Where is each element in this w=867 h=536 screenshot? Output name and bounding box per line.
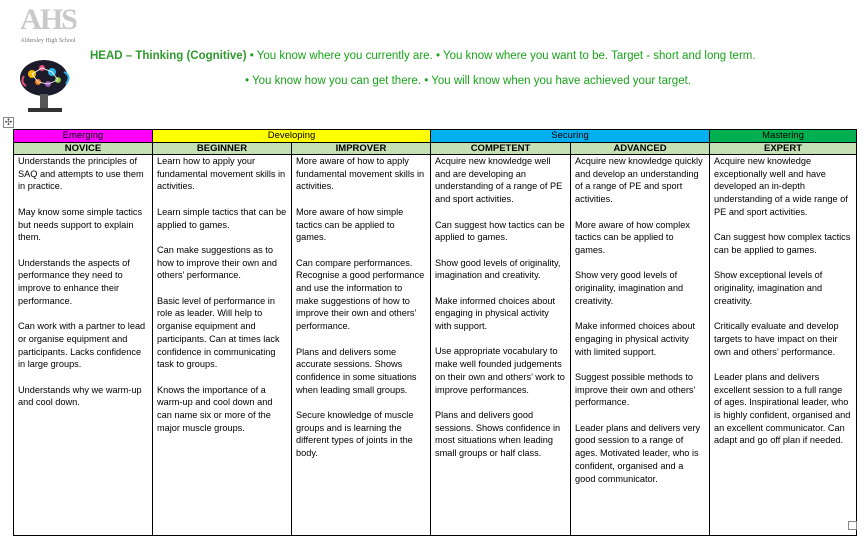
advanced-descriptors <box>571 155 710 536</box>
level-beginner: BEGINNER <box>153 143 292 155</box>
progress-table <box>13 129 857 536</box>
school-logo <box>13 3 83 53</box>
descriptor-item: Plans and delivers some accurate sessions. Shows confidence in some situations when leading small groups. <box>296 346 417 395</box>
descriptor-item: More aware of how to apply fundamental movement skills in activities. <box>296 156 425 192</box>
stage-mastering: Mastering <box>710 130 857 143</box>
descriptor-item: Can compare performances. Recognise a good performance and use the information to make suggestions of how to improve their own and others’ performance. <box>296 257 425 332</box>
novice-descriptors <box>14 155 153 536</box>
table-resize-handle[interactable] <box>848 521 857 530</box>
descriptor-item: Show very good levels of originality, imagination and creativity. <box>575 270 684 306</box>
competent-descriptors <box>431 155 571 536</box>
descriptor-item: Can suggest how complex tactics can be applied to games. <box>714 232 851 255</box>
descriptor-item: Understands why we warm-up and cool down. <box>18 384 142 408</box>
level-competent: COMPETENT <box>431 143 571 155</box>
descriptor-item: Understands the aspects of performance they need to improve to enhance their performance. <box>18 257 130 306</box>
descriptor-item: May know some simple tactics but needs support to explain them. <box>18 206 143 243</box>
level-row <box>14 143 857 155</box>
header-line-1 <box>90 50 756 62</box>
descriptor-item: Learn simple tactics that can be applied to games. <box>157 206 287 230</box>
header-text-1: • You know where you currently are. • You know where you want to be. Target - short and long term. <box>249 50 756 62</box>
stage-developing: Developing <box>153 130 431 143</box>
descriptor-item: More aware of how simple tactics can be applied to games. <box>296 206 404 243</box>
descriptor-item: Leader plans and delivers excellent session to a full range of ages. Inspirational leader, who is highly confident, organised and an excellent communicator. Can adapt and go off plan if needed. <box>714 371 851 446</box>
descriptor-item: Learn how to apply your fundamental movement skills in activities. <box>157 156 286 192</box>
descriptor-row <box>14 155 857 536</box>
descriptor-item: Secure knowledge of muscle groups and is learning the different types of joints in the body. <box>296 410 414 459</box>
descriptor-item: Suggest possible methods to improve their own and others’ performance. <box>575 371 696 408</box>
level-expert: EXPERT <box>710 143 857 155</box>
descriptor-item: Knows the importance of a warm-up and cool down and can name six or more of the major muscle groups. <box>157 384 273 433</box>
descriptor-item: Can suggest how tactics can be applied to games. <box>435 219 565 243</box>
descriptor-item: Show exceptional levels of originality, imagination and creativity. <box>714 270 823 306</box>
descriptor-item: Basic level of performance in role as leader. Will help to organise equipment and participants. Can at times lack confidence in communicating task to groups. <box>157 295 280 370</box>
brain-illustration <box>14 52 78 116</box>
descriptor-item: Can work with a partner to lead or organise equipment and participants. Lacks confidence in large groups. <box>18 321 146 370</box>
descriptor-item: Plans and delivers good sessions. Shows confidence in most situations when leading small groups or half class. <box>435 409 561 459</box>
descriptor-item: Make informed choices about engaging in physical activity with limited support. <box>575 321 696 357</box>
descriptor-item: Show good levels of originality, imagination and creativity. <box>435 257 561 281</box>
header-label: HEAD – Thinking (Cognitive) <box>90 50 247 62</box>
improver-descriptors <box>292 155 431 536</box>
stage-emerging: Emerging <box>14 130 153 143</box>
descriptor-item: Can make suggestions as to how to improve their own and others’ performance. <box>157 244 278 281</box>
logo-school-name: Aldersley High School <box>20 38 76 44</box>
level-advanced: ADVANCED <box>571 143 710 155</box>
descriptor-item: Acquire new knowledge quickly and develop an understanding of a range of PE and sport activities. <box>575 156 703 205</box>
expert-descriptors <box>710 155 857 536</box>
stage-securing: Securing <box>431 130 710 143</box>
descriptor-item: Acquire new knowledge well and are developing an understanding of a range of PE and sport activities. <box>435 156 563 205</box>
beginner-descriptors <box>153 155 292 536</box>
table-move-handle-icon[interactable]: ✣ <box>4 117 13 127</box>
header-line-2: • You know how you can get there. • You will know when you have achieved your target. <box>245 75 691 87</box>
stage-row <box>14 130 857 143</box>
level-novice: NOVICE <box>14 143 153 155</box>
logo-mark: AHS <box>20 3 76 36</box>
descriptor-item: More aware of how complex tactics can be applied to games. <box>575 219 690 255</box>
descriptor-item: Understands the principles of SAQ and attempts to use them in practice. <box>18 156 144 192</box>
level-improver: IMPROVER <box>292 143 431 155</box>
descriptor-item: Critically evaluate and develop targets to have impact on their own and others’ performance. <box>714 321 839 357</box>
descriptor-item: Leader plans and delivers very good session to a range of ages. Motivated leader, who is confident, organised and a good communicator. <box>575 422 701 484</box>
descriptor-item: Use appropriate vocabulary to make well founded judgements on their own and others’ work to improve performances. <box>435 346 565 395</box>
descriptor-item: Acquire new knowledge exceptionally well and have developed an in-depth understanding of a wide range of PE and sport activities. <box>714 156 848 217</box>
descriptor-item: Make informed choices about engaging in physical activity with support. <box>435 295 556 332</box>
